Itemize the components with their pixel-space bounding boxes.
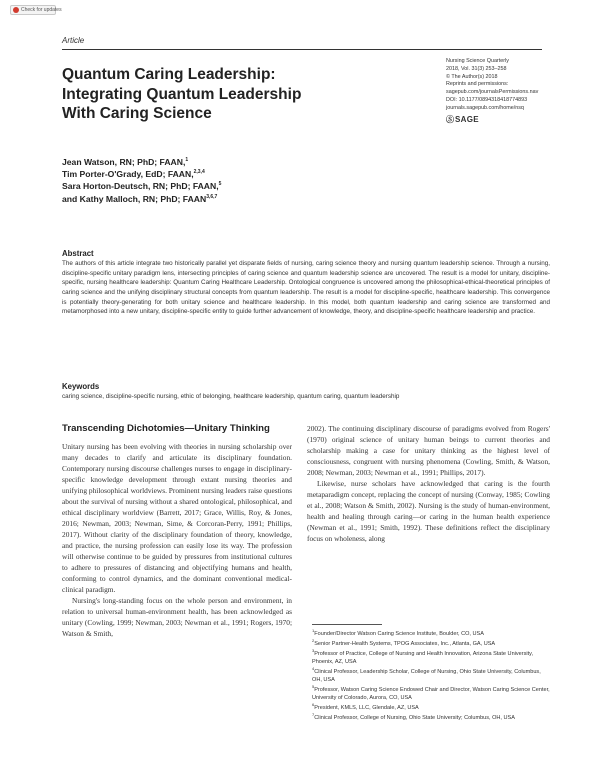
body-column-right <box>307 423 550 544</box>
abstract-text: The authors of this article integrate two historically parallel yet disparate fields of nursing, caring science theory and nursing quantum leadership science. Through a nursing, discipline-specific unitary paradigm lens, intersecting principles of caring science and quantum leadership science are uncovered. The result is a model for unitary, discipline-specific, nursing healthcare leadership: Quantum Caring Healthcare Leadership. Ontological congruence is uncovered among the philosophical-ethical-theoretical principles of caring science and the unifying disciplinary structural concepts from quantum leadership. The result is a model for discipline-specific, healthcare leadership. This convergence is potentially theory-generating for both unitary science and healthcare leadership. In this model, both quantum leadership and caring science are transformed and metamorphosed into a new unitary, discipline-specific entity to guide further advancement of knowledge, theory, and discipline-specific healthcare leadership and practice. <box>62 260 550 316</box>
sage-logo <box>446 114 566 126</box>
author: and Kathy Malloch, RN; PhD; FAAN$^{3,6,7}$ <box>62 193 218 204</box>
author: Jean Watson, RN; PhD; FAAN,$^1$ <box>62 157 189 167</box>
abstract-heading: Abstract <box>62 249 94 258</box>
title-line: With Caring Science <box>62 105 212 123</box>
body-paragraph: Unitary nursing has been evolving with theories in nursing scholarship over many decades to clarify and articulate its disciplinary foundation. Contemporary nursing discourse challenges nurses to engage in disciplinary-specific knowledge development through extant nursing theories and unifying philosophical worldviews. Prominent nursing leaders raise questions about the survival of nursing without a shared ontological, philosophical, and ethical disciplinary worldview (Barrett, 2017; Grace, Willis, Roy, & Jones, 2016; Newman, 2003; Newman, Sime, & Corcoran-Perry, 1991; Phillips, 2017). Without clarity of the disciplinary foundation of theory, knowledge, and practice, the nursing profession can easily lose its way. The profession will otherwise continue to be guided by pressures from institutional cultures to adhere to pressures of distancing and objectifying humans and health, conforming to control dynamics, and the dominant conventional medical-clinical paradigm. <box>62 441 292 595</box>
journal-volume: 2018, Vol. 31(3) 253–258 <box>446 65 507 72</box>
permissions-link[interactable]: sagepub.com/journalsPermissions.nav <box>446 89 539 96</box>
body-paragraph: Likewise, nurse scholars have acknowledged that caring is the fourth metaparadigm concept, replacing the concept of nursing (Conway, 1985; Cowling et al., 2008; Watson & Smith, 2002). Nursing is the study of human-environment, health and healing through caring—or caring in the human health experience (Newman et al., 1991; Smith, 1992). These definitions reflect the disciplinary focus on wholeness, along <box>307 479 550 544</box>
journal-url[interactable]: journals.sagepub.com/home/nsq <box>446 104 524 111</box>
check-for-updates-badge[interactable] <box>10 5 62 15</box>
journal-name: Nursing Science Quarterly <box>446 58 509 64</box>
title-line: Integrating Quantum Leadership <box>62 85 302 103</box>
keywords-heading: Keywords <box>62 382 100 391</box>
keywords-text: caring science, discipline-specific nursing, ethic of belonging, healthcare leadership, quantum caring, quantum leadership <box>62 393 400 400</box>
crossmark-icon <box>13 7 19 13</box>
author: Sara Horton-Deutsch, RN; PhD; FAAN,$^5$ <box>62 181 222 192</box>
copyright: © The Author(s) 2018 <box>446 73 498 80</box>
body-paragraph: Nursing's long-standing focus on the whole person and environment, in relation to universal human-environment health, has been acknowledged as unitary (Cowling, 1999; Newman, 2003; Newman et al., 1991; Rogers, 1970; Watson & Smith, <box>62 596 292 639</box>
author: Tim Porter-O'Grady, EdD; FAAN,$^{2,3,4}$ <box>62 169 205 180</box>
affiliation-footnote: $^6$President, KMLS, LLC, Glendale, AZ, USA <box>312 702 419 712</box>
affiliation-footnote: $^1$Founder/Director Watson Caring Science Institute, Boulder, CO, USA <box>312 628 484 637</box>
article-title <box>62 65 392 124</box>
title-line: Quantum Caring Leadership: <box>62 66 276 83</box>
reprints-label: Reprints and permissions: <box>446 81 509 88</box>
body-column-left <box>62 423 292 639</box>
sage-icon: Ⓢ <box>446 114 454 124</box>
body-paragraph: 2002). The continuing disciplinary discourse of paradigms evolved from Rogers' (1970) original science of unitary human beings to current theories and scholarship making a case for unitary thinking as the highest level of consciousness, congruent with nursing phenomena (Cowling, Smith, & Watson, 2008; Newman, 2003; Newman et al., 1991; Phillips, 2017). <box>307 424 550 478</box>
author-list <box>62 156 221 205</box>
journal-info <box>446 58 566 125</box>
doi[interactable]: DOI: 10.1177/0894318418774893 <box>446 97 528 104</box>
affiliation-footnote: $^7$Clinical Professor, College of Nursing, Ohio State University; Columbus, OH, USA <box>312 712 515 722</box>
affiliation-footnote: $^4$Clinical Professor, Leadership Scholar, College of Nursing, Ohio State University, Columbus, OH, USA <box>312 666 541 684</box>
section-title: Transcending Dichotomies—Unitary Thinking <box>62 423 270 434</box>
article-type-label: Article <box>62 36 85 45</box>
affiliation-footnote: $^5$Professor, Watson Caring Science Endowed Chair and Director, Watson Caring Science Center, University of Colorado, Aurora, CO, USA <box>312 684 550 702</box>
header-divider <box>62 49 542 50</box>
sage-wordmark: SAGE <box>455 114 479 124</box>
badge-label: Check for updates <box>21 7 62 13</box>
affiliation-footnote: $^3$Professor of Practice, College of Nursing and Health Innovation, Arizona State University, Phoenix, AZ, USA <box>312 648 534 666</box>
footnote-divider <box>312 624 382 625</box>
affiliation-footnote: $^2$Senior Partner-Health Systems, TPOG Associates, Inc., Atlanta, GA, USA <box>312 638 496 648</box>
affiliations <box>312 628 552 722</box>
